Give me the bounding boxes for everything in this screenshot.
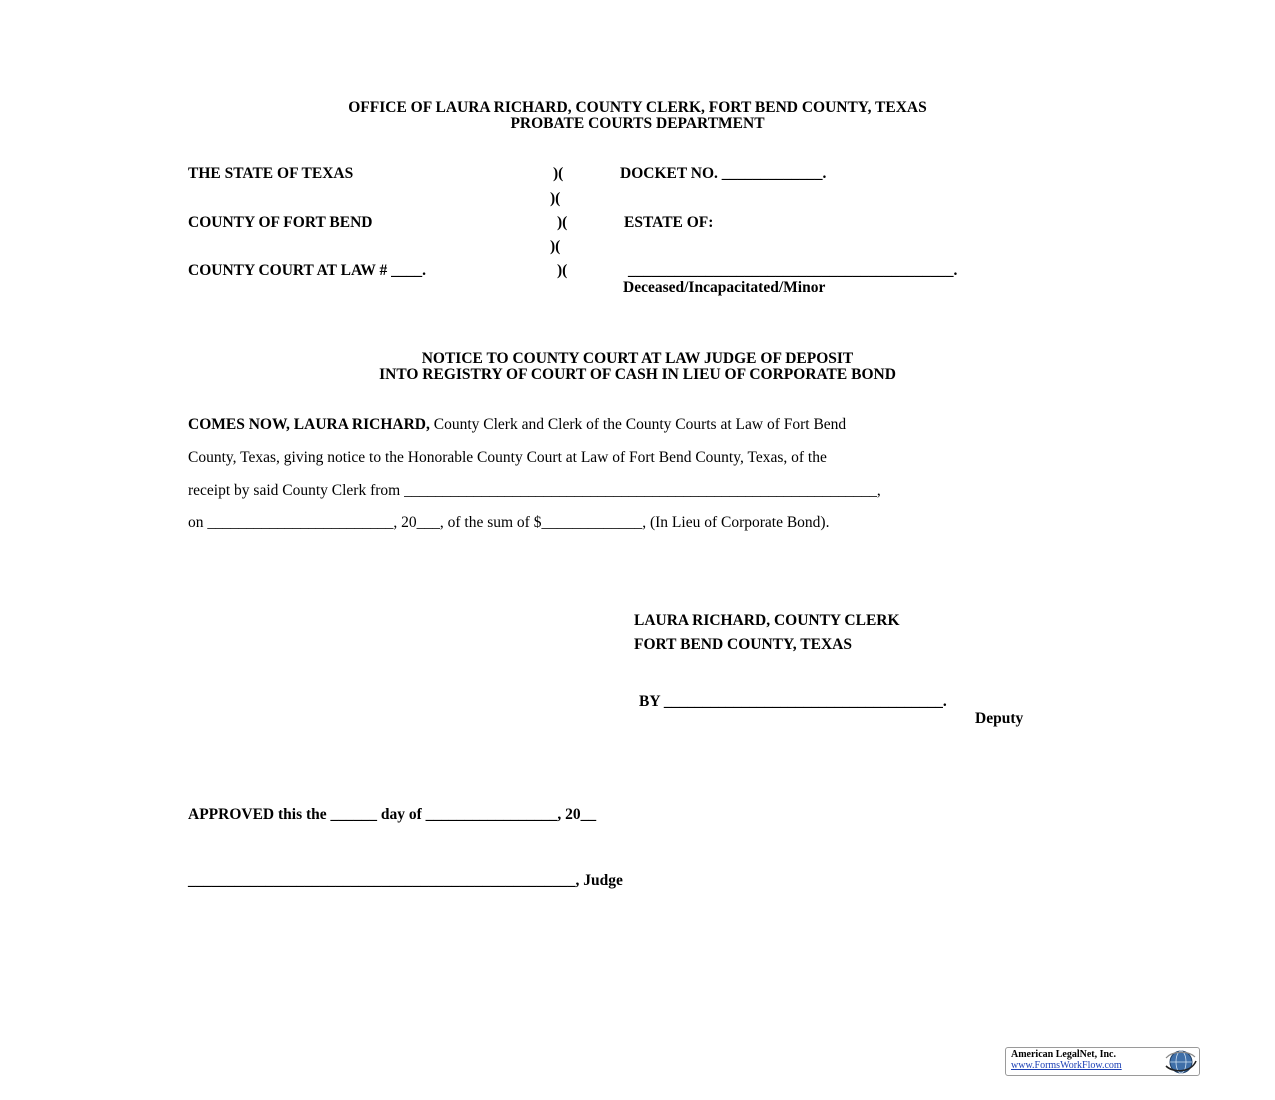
deputy-signature-line: BY ____________________________________.	[639, 693, 947, 710]
office-header: OFFICE OF LAURA RICHARD, COUNTY CLERK, FORT BEND COUNTY, TEXAS	[348, 99, 927, 116]
american-legalnet-logo	[1005, 1047, 1200, 1076]
state-of-texas: THE STATE OF TEXAS	[188, 165, 354, 182]
caption-separator: )(	[550, 190, 561, 207]
department-header: PROBATE COURTS DEPARTMENT	[510, 115, 765, 132]
approval-date-line: APPROVED this the ______ day of _________________, 20__	[188, 806, 597, 823]
notice-title-line1: NOTICE TO COUNTY COURT AT LAW JUDGE OF DEPOSIT	[421, 350, 854, 367]
caption-separator: )(	[557, 262, 568, 279]
body-line-2: County, Texas, giving notice to the Honorable County Court at Law of Fort Bend County, Texas, of the	[188, 449, 827, 466]
caption-separator: )(	[557, 214, 568, 231]
estate-subtitle: Deceased/Incapacitated/Minor	[623, 279, 826, 296]
body-line-1	[188, 416, 846, 434]
county-court-at-law: COUNTY COURT AT LAW # ____.	[188, 262, 427, 279]
clerk-county: FORT BEND COUNTY, TEXAS	[634, 636, 852, 653]
caption-separator: )(	[553, 165, 564, 182]
body-line-3: receipt by said County Clerk from _____________________________________________________________,	[188, 482, 881, 499]
estate-of-label: ESTATE OF:	[624, 214, 714, 231]
county-of-fort-bend: COUNTY OF FORT BEND	[188, 214, 373, 231]
globe-icon	[1163, 1049, 1197, 1075]
judge-signature-line: __________________________________________________, Judge	[188, 872, 623, 889]
body-line-4: on ________________________, 20___, of the sum of $_____________, (In Lieu of Corporate Bond).	[188, 514, 830, 531]
docket-number: DOCKET NO. _____________.	[620, 165, 827, 182]
body-line-1-rest: County Clerk and Clerk of the County Courts at Law of Fort Bend	[429, 416, 847, 433]
estate-name-line: __________________________________________.	[628, 262, 958, 279]
logo-url-link[interactable]: www.FormsWorkFlow.com	[1011, 1060, 1122, 1071]
deputy-label: Deputy	[975, 710, 1024, 727]
caption-separator: )(	[550, 238, 561, 255]
body-lead: COMES NOW, LAURA RICHARD,	[188, 416, 430, 433]
notice-title-line2: INTO REGISTRY OF COURT OF CASH IN LIEU OF CORPORATE BOND	[379, 366, 896, 383]
clerk-name: LAURA RICHARD, COUNTY CLERK	[634, 612, 900, 629]
logo-company-name: American LegalNet, Inc.	[1011, 1049, 1116, 1060]
